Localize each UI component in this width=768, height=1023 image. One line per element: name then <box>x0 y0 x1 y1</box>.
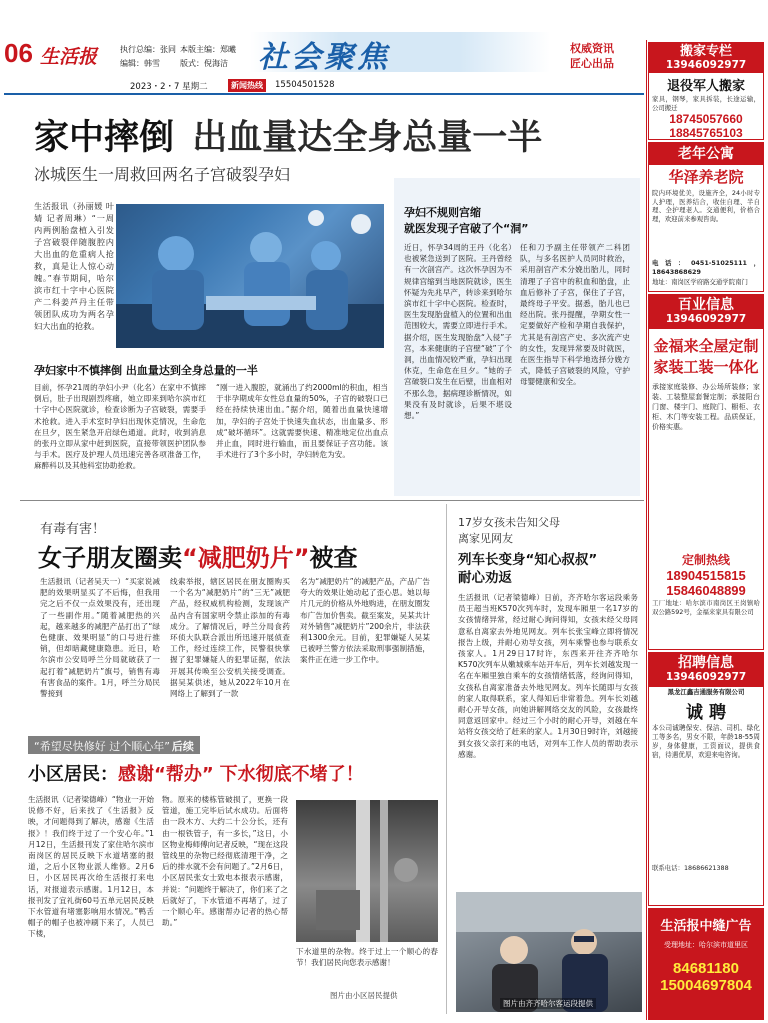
milk-panel <box>28 504 442 722</box>
ad-moving-title: 搬家专栏 <box>679 44 732 59</box>
milk-title-b: “减肥奶片” <box>182 544 310 572</box>
ad-column-rule <box>646 40 647 1020</box>
ad-recruit-contact: 联系电话：18686621388 <box>652 863 729 872</box>
sewer-title-c: 下水彻底不堵了！ <box>219 764 364 785</box>
masthead-rule <box>4 93 644 95</box>
surgery-photo-art <box>116 204 384 348</box>
ad-elder-name: 华泽养老院 <box>668 168 744 186</box>
proof: 版式：倪海洁 <box>180 59 228 68</box>
ad-jinfu-phone1: 18904515815 <box>666 568 746 583</box>
page-number: 06 <box>4 38 33 68</box>
sewer-tag-b: 后续 <box>171 740 194 753</box>
train-panel <box>452 504 644 1019</box>
milk-col-3: 名为“减肥奶片”的减肥产品，产品广告夸大的效果让她动起了歪心思。她以每片几元的价格从外地购进，在朋友圈发布广告加价售卖。截至案发，吴某共计对外销售“减肥奶片”200余片，非法获利1300余元。目前，犯罪嫌疑人吴某已被呼兰警方依法采取刑事强制措施，案件正在进一步工作中。 <box>300 577 430 665</box>
ad-elder <box>648 142 764 292</box>
ad-moving-name: 退役军人搬家 <box>666 79 745 94</box>
hotline-label: 新闻热线 <box>228 79 266 92</box>
train-kicker-b: 离家见网友 <box>458 532 513 545</box>
lead-title-a: 家中摔倒 <box>34 117 175 158</box>
ad-moving-desc: 家具，钢琴，家具拆装，长途运输，公司搬迁 <box>652 95 760 112</box>
milk-title-a: 女子朋友圈卖 <box>38 544 182 572</box>
ad-recruit-head <box>649 653 763 687</box>
sewer-col-3: 下水道里的杂物。终于过上一个顺心的春节！我们居民向您表示感谢！ <box>296 947 438 968</box>
lead-title <box>34 110 542 160</box>
sewer-tag <box>28 736 200 754</box>
sewer-col-1: 生活报讯（记者梁德峰）“物业一开始说修不好，后来找了《生活报》反映，才问题得到了解决，感谢《生活报》！我们终于过了一个安心年。”1月12日，生活报刊发了家住哈尔滨市南岗区的居民反映下水道堵塞的报道，之后小区物业派人维修。2月6日，小区居民再次给生活报打来电话，对报道表示感谢。1月12日，本报刊发了宜礼街60号五单元居民反映下水管道有堵塞影响用水情况。”鸭舌帽子的帽子也被冲刷下来了，人员已下楼， <box>28 795 154 939</box>
ad-bottom-title: 生活报中缝广告 <box>660 919 752 934</box>
lead-subtitle: 冰城医生一周救回两名子宫破裂孕妇 <box>34 165 291 184</box>
side-col-2: 任和刀予副主任带领产二科团队，与多名医护人员同时救治，采用剖宫产术分娩出胎儿，同时清理了子宫中的积血和胎盘，止血后修补了子宫，保住了子宫，最终母子平安。据悉，胎儿也已经出院。张丹提醒，孕期女性一定要做好产检和孕期自我保护，尤其是有剖宫产史、多次流产史的女性，发现异常要及时就医，在医生指导下科学地选择分娩方式，降低子宫破裂的风险，守护母婴健康和安全。 <box>520 243 630 387</box>
divider-lead <box>20 500 644 501</box>
ad-recruit <box>648 652 764 906</box>
ad-moving-head <box>649 43 763 73</box>
sewer-tag-a: “希望尽快修好 过个顺心年” <box>34 740 170 753</box>
train-body: 生活报讯（记者梁德峰）日前，齐齐哈尔客运段乘务员王超当班K570次列车时，发现车厢里一名17岁的女孩情绪异常，经过耐心询问得知，女孩未经父母同意私自离家去外地见网友。列车长张宝峰立即将情况报告上级，并耐心劝导女孩，列车乘警也参与联系女孩家人。1月29日17时许，东西来开往齐齐哈尔K570次列车从嫩城乘车站开车后，列车长刘越发现一名在车厢里独自乘车的女孩情绪低落，经询问得知，女孩私自离家准备去外地见网友。列车长随即与女孩的家人取得联系，家人得知后非常着急。列车长刘越耐心开导女孩，向她讲解网络交友的风险，女孩最终同意返回家中。经过三个小时的耐心开导，刘越在车站将女孩交给了赶来的家人。1月30日9时许，刘越接到女孩父亲打来的电话，对列车工作人员的帮助表示感谢。 <box>458 593 638 759</box>
masthead <box>0 0 648 96</box>
ad-baiye-title: 百业信息 <box>678 297 734 313</box>
ad-jinfu-name: 金福来全屋定制 <box>653 337 759 355</box>
ad-jinfu-sub: 家装工装一体化 <box>653 358 759 376</box>
ad-elder-phone: 电话：0451-51025111，18643868629 <box>652 259 760 276</box>
lead-body-2: “刚一进入腹腔，就涌出了约2000ml的积血，相当于非孕期成年女性总血量的50%，子宫的破裂口已经在持续快速出血。”据介绍，随着出血量快速增加，孕妇的子宫处于快速失血状态，出血量多、形成“破坏循环”。这就需要快速、精准地定位出血点并止血，同时进行输血，而且要保证子宫功能。该手术进行了3个多小时，孕妇转危为安。 <box>216 383 388 460</box>
train-title-b: 耐心劝返 <box>458 570 512 586</box>
sewer-title-a: 小区居民： <box>28 764 118 785</box>
side-col-1: 近日，怀孕34周的王丹（化名）也被紧急送到了医院。王丹曾经有一次剖宫产。这次怀孕因为不规律宫缩到当地医院就诊，医生怀疑为先兆早产，转诊来到哈尔滨市红十字中心医院。检查时，医生发现胎盘植入的位置和出血范围较大，需要立即进行手术。据介绍，医生发现胎盘“入侵”子宫，本来健康的子宫壁“破”了个洞，出血情况较严重，孕妇出现休克，生命危在旦夕。“她的子宫破裂口发生在后壁，出血相对不那么急，据病理诊断情况，如果没有及时就诊，后果不堪设想。” <box>404 243 512 421</box>
side-title-1: 孕妇不规则宫缩 <box>404 206 481 219</box>
milk-col-2: 线索举报，辖区居民在朋友圈购买一个名为“减肥奶片”的“三无”减肥产品，经权威机构检测，发现该产品内含有国家明令禁止添加的有毒成分。了解情况后，呼兰分局食药环侦大队联合派出所迅速开展侦查工作，经过连续工作，民警很快掌握了犯罪嫌疑人的犯罪证据，依法开展其传唤至公安机关接受调查。据吴某供述，她从2022年10月在网络上了解到了一款 <box>170 577 290 699</box>
side-panel <box>394 178 640 496</box>
ad-jinfu-phone2: 15846048899 <box>666 583 746 598</box>
section-title: 社会聚焦 <box>258 40 390 75</box>
exec-editor: 执行总编：张同 <box>120 45 176 54</box>
train-title-a: 列车长变身“知心叔叔” <box>458 552 598 568</box>
slogan-1: 权威资讯 <box>570 42 614 55</box>
chief-editor: 本版主编：郑曦 <box>180 45 236 54</box>
sewer-photo-art <box>296 800 438 942</box>
ad-bottom-phone1: 84681180 <box>673 960 739 977</box>
ad-baiye-head <box>649 295 763 329</box>
ad-elder-addr: 地址：南岗区学府路交通学院南门 <box>652 278 748 287</box>
ad-elder-title: 老年公寓 <box>649 143 763 165</box>
lead-caption: 孕妇家中不慎摔倒 出血量达到全身总量的一半 <box>34 364 258 377</box>
milk-title <box>38 538 358 573</box>
ad-bottom-phone2: 15004697804 <box>660 977 752 994</box>
train-kicker-a: 17岁女孩未告知父母 <box>458 516 560 529</box>
ad-bottom <box>648 908 764 1020</box>
train-caption: 图片由齐齐哈尔客运段提供 <box>500 998 596 1009</box>
ad-jinfu-addr: 工厂地址：哈尔滨市南岗区王岗镇哈双公路592号，金福来家具有限公司 <box>652 599 760 616</box>
ad-recruit-phone: 13946092977 <box>665 671 747 683</box>
ad-recruit-title: 招聘信息 <box>678 655 734 671</box>
train-photo-art <box>456 892 642 1012</box>
editor: 编辑：韩雪 <box>120 59 160 68</box>
lead-title-b: 出血量达全身总量一半 <box>192 117 543 158</box>
milk-col-1: 生活报讯（记者吴天一）“买家说减肥的效果明显买了不后悔，但我用完之后不仅一点效果没有，还出现了一些副作用。”随着减肥热的兴起，越来越多的减肥产品打出了“绿色健康、效果明显”的口号进行推销，但却暗藏健康隐患。近日，哈尔滨市公安局呼兰分局就破获了一起打着“减肥奶片”旗号，销售有毒有害食品的案件。1月，呼兰分局民警接到 <box>40 577 160 699</box>
sewer-title <box>28 760 364 786</box>
sewer-title-b: 感谢“帮办” <box>118 764 214 785</box>
paper-name: 生活报 <box>40 46 98 68</box>
ad-recruit-company: 黑龙江鑫吉通服务有限公司 <box>667 688 745 696</box>
ad-moving-phone: 13946092977 <box>665 59 747 71</box>
sewer-col-2: 物。原来的楼栋管破损了，更换一段管道，施工完毕后试水成功。后面将由一段木方、大约二十公分长，还有由一根铁管子，有一多长，”这日，小区物业梅师傅向记者反映，“现在这段管线里的杂物已经彻底清理干净，之后的排水就不会有问题了。”2月6日，小区居民张女士致电本报表示感谢，并说：“问题终于解决了，你们来了之后就好了，下水管道不再堵了，过了一个顺心年。感谢帮办记者的热心帮助。” <box>162 795 288 928</box>
sewer-photo <box>296 800 438 942</box>
slogan-2: 匠心出品 <box>570 57 614 70</box>
lead-body-1: 目前，怀孕21周的孕妇小尹（化名）在家中不慎摔倒后，肚子出现剧烈疼痛，她立即来到哈尔滨市红十字中心医院就诊，检查诊断为子宫破裂，需要手术抢救。进入手术室时孕妇出现休克情况，生命危在旦夕，医生紧急开启绿色通道。此时，收到消息的张丹立即从家中赶到医院，直接带领医护团队参与手术。医疗及护理人员迅速完善各项准备工作，麻醉科以及其他科室协助抢救。 <box>34 383 206 471</box>
side-title-2: 就医发现子宫破了个“洞” <box>404 222 529 235</box>
train-photo <box>456 892 642 1012</box>
lead-intro: 生活报讯（孙丽媛 叶婧 记者周琳）“一周内两例胎盘植入引发子宫破裂伴随腹腔内大出血的危重病人抢救，真是让人惊心动魄。”春节期间，哈尔滨市红十字中心医院产二科姜芦丹主任带领团队成功为两名孕妇大出血的抢救。 <box>34 201 114 331</box>
ad-baiye-phone: 13946092977 <box>665 313 747 325</box>
ad-recruit-big: 诚 聘 <box>686 702 726 723</box>
publish-date: 2023・2・7 星期二 <box>130 82 208 92</box>
ad-jinfu-desc: 承接家庭装修、办公场所装修；家装、工装整屋套餐定制；承接阳台门窗、楼宇门、庭院门、橱柜、衣柜、木门等安装工程。品质保证，价格实惠。 <box>652 383 760 431</box>
ad-bottom-addr: 受理地址：哈尔滨市道里区 <box>664 941 748 949</box>
ad-recruit-desc: 本公司诚聘保安、保洁、司机、绿化工等多名，男女不限，年龄18-55周岁，身体健康，工资面议，提供食宿，待遇优厚，欢迎来电咨询。 <box>652 723 760 759</box>
ad-jinfu-hotline-label: 定制热线 <box>681 553 730 567</box>
ad-baiye <box>648 294 764 650</box>
hotline-number: 15504501528 <box>275 80 335 90</box>
ad-moving <box>648 42 764 140</box>
milk-title-c: 被查 <box>309 544 358 572</box>
milk-kicker: 有毒有害！ <box>40 522 106 537</box>
surgery-photo <box>116 204 384 348</box>
sewer-caption: 图片由小区居民提供 <box>330 991 398 1000</box>
ad-elder-desc: 院内环境优美，设施齐全，24小时专人护理，医养结合，收住自理、半自理、全护理老人。交通便利，价格合理，欢迎前来参观咨询。 <box>652 189 760 223</box>
divider-train <box>446 504 447 1014</box>
ad-moving-phone2: 18845765103 <box>669 126 743 140</box>
ad-moving-phone1: 18745057660 <box>669 112 743 126</box>
